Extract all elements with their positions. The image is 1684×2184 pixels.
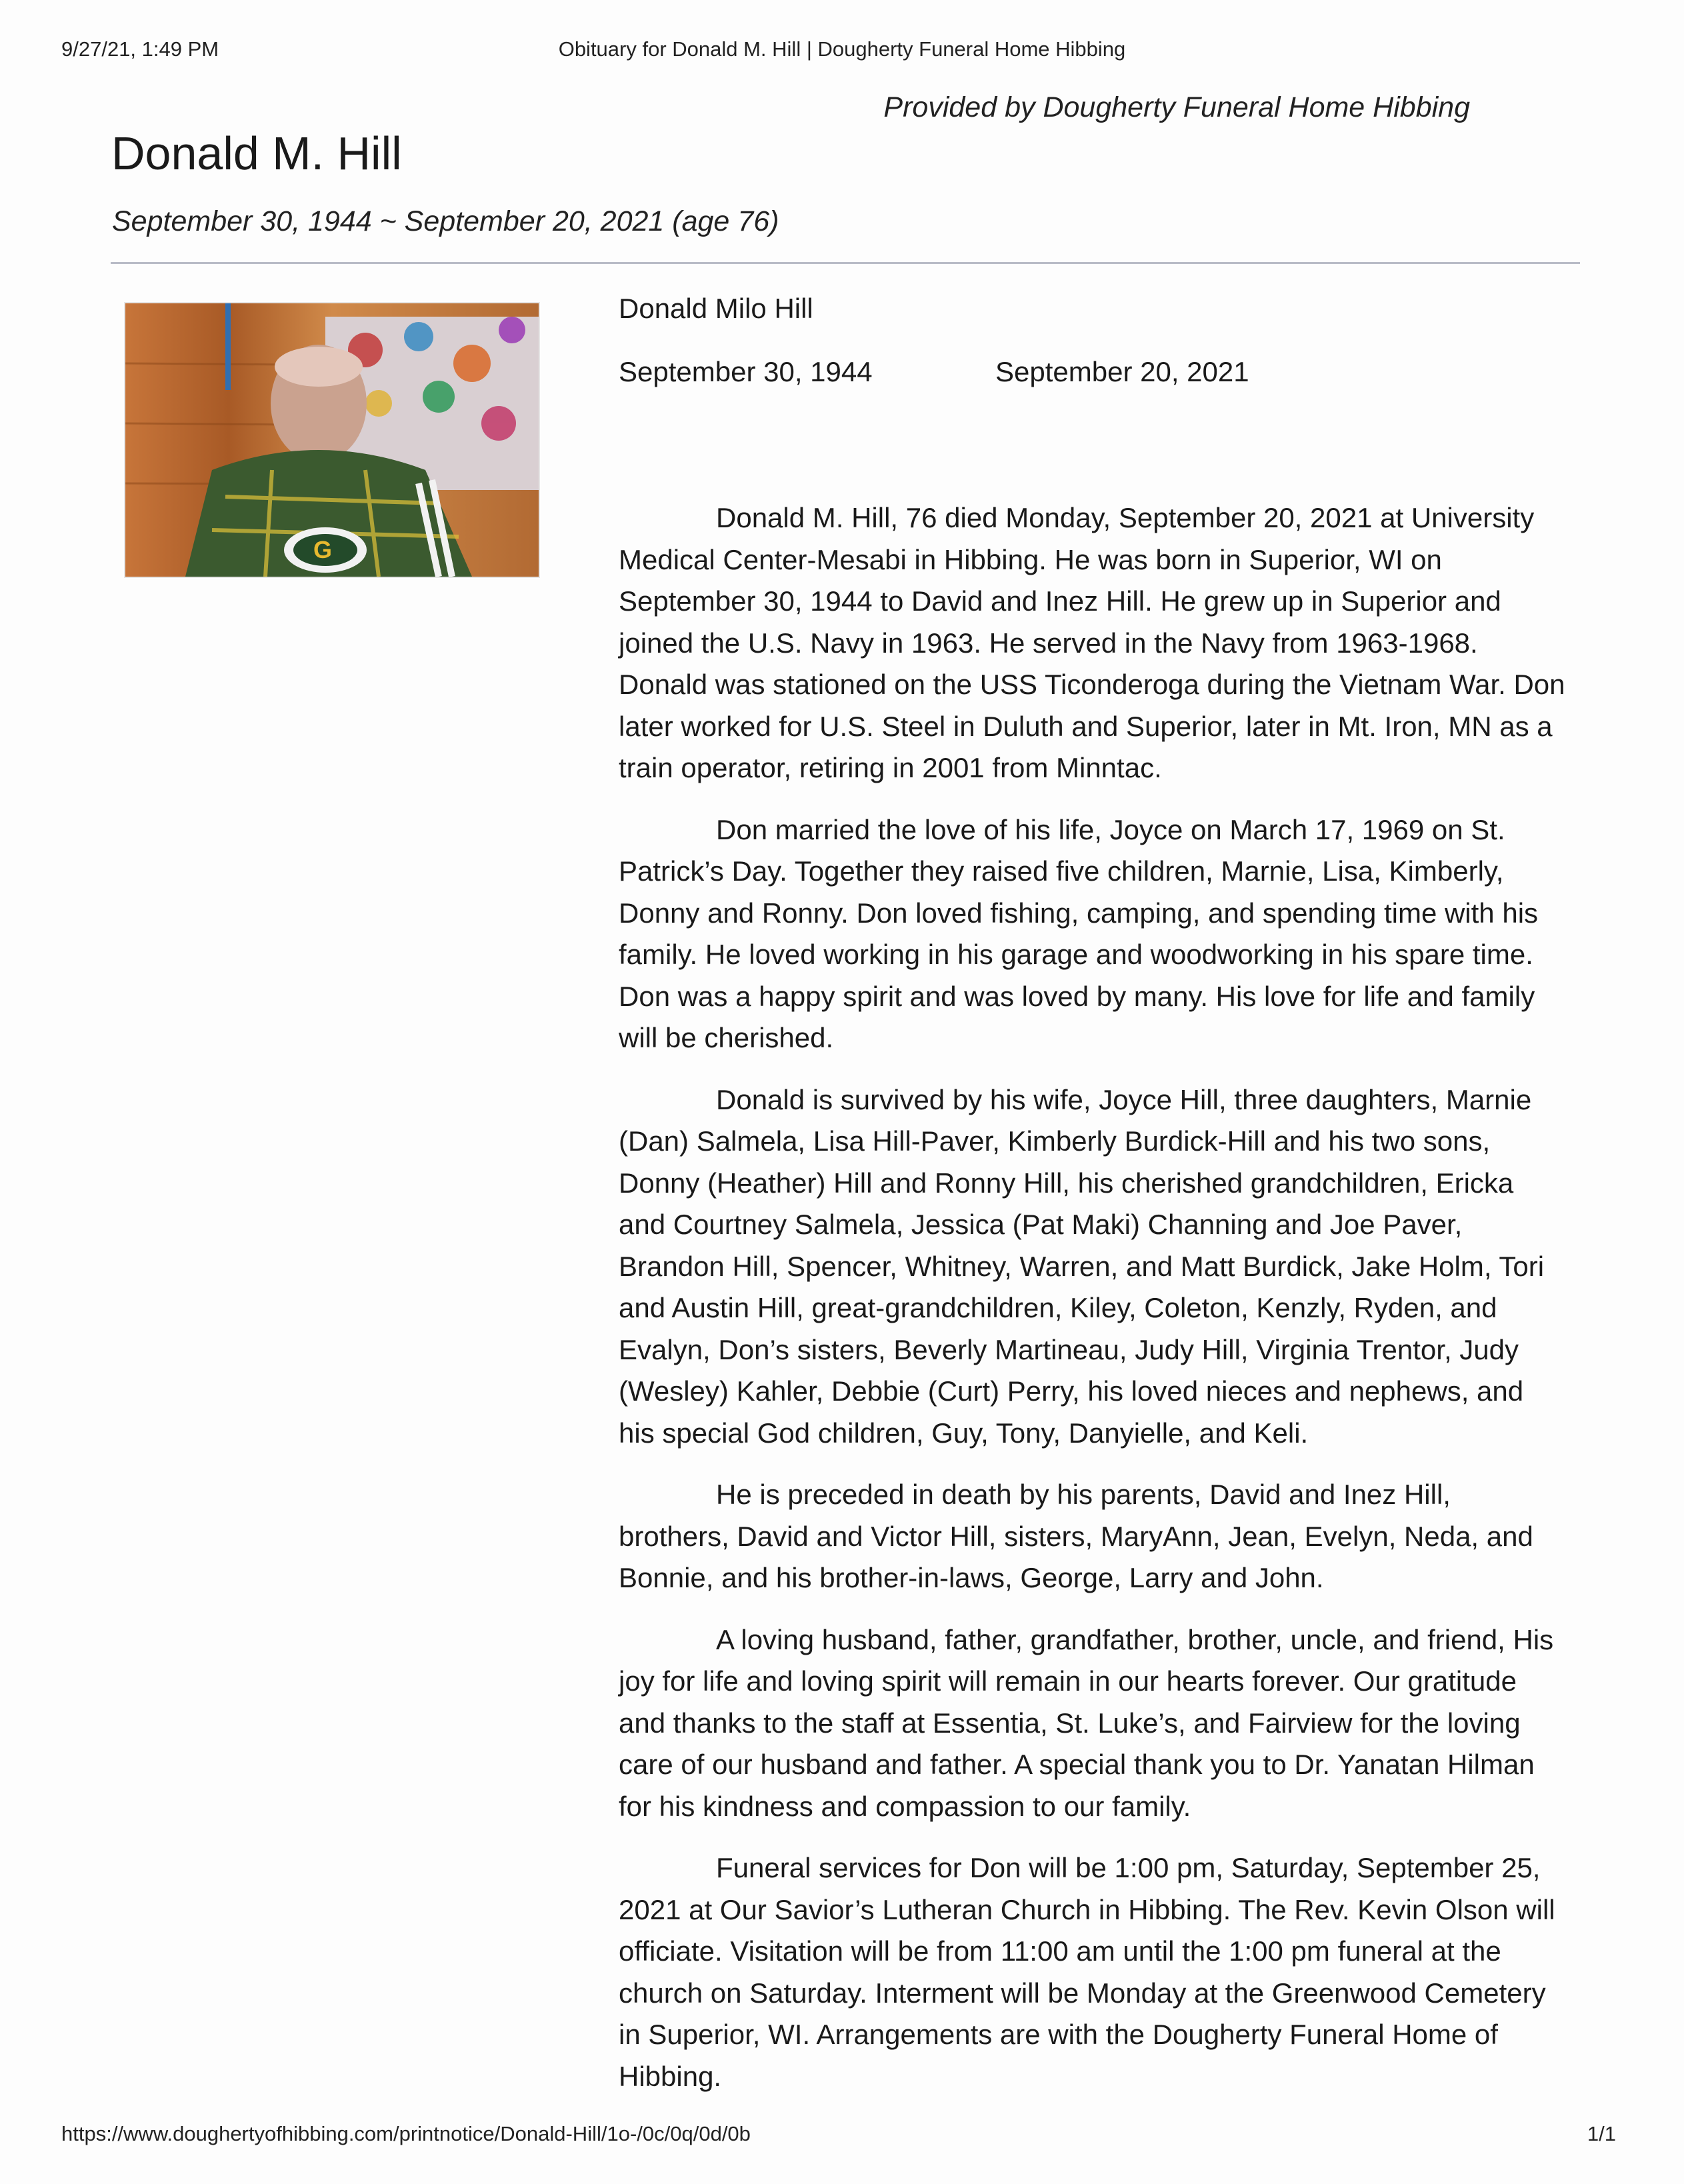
header-divider [111, 262, 1580, 264]
full-name: Donald Milo Hill [619, 293, 813, 324]
death-date: September 20, 2021 [995, 356, 1249, 387]
page-number: 1/1 [1587, 2122, 1616, 2145]
birth-date: September 30, 1944 [619, 356, 873, 387]
provided-by-label: Provided by Dougherty Funeral Home Hibbing [883, 91, 1470, 123]
obituary-paragraph: A loving husband, father, grandfather, brother, uncle, and friend, His joy for life and loving spirit will remain in our hearts forever. Our gratitude and thanks to the staff at Essentia, St. Luke’s, and Fairview for the loving care of our husband and father. A special thank you to Dr. Yanatan Hilman for his kindness and compassion to our family. [619, 1623, 1554, 1822]
deceased-name-heading: Donald M. Hill [111, 127, 402, 179]
obituary-paragraph: Funeral services for Don will be 1:00 pm, Saturday, September 25, 2021 at Our Savior’s Lutheran Church in Hibbing. The Rev. Kevin Olson will officiate. Visitation will be from 11:00 am until the 1:00 pm funeral at the church on Saturday. Interment will be Monday at the Greenwood Cemetery in Superior, WI. Arrangements are with the Dougherty Funeral Home of Hibbing. [619, 1852, 1555, 2092]
print-page-title: Obituary for Donald M. Hill | Dougherty Funeral Home Hibbing [558, 37, 1126, 61]
obituary-content [619, 288, 1565, 2117]
obituary-paragraph: He is preceded in death by his parents, David and Inez Hill, brothers, David and Victor Hill, sisters, MaryAnn, Jean, Evelyn, Neda, and Bonnie, and his brother-in-laws, George, Larry and John. [619, 1479, 1533, 1593]
portrait-photo-image [125, 303, 539, 577]
life-dates: September 30, 1944 ~ September 20, 2021 (age 76) [112, 205, 779, 237]
print-url: https://www.doughertyofhibbing.com/printnotice/Donald-Hill/1o-/0c/0q/0d/0b [61, 2122, 751, 2145]
print-timestamp: 9/27/21, 1:49 PM [61, 37, 219, 61]
obituary-paragraph: Don married the love of his life, Joyce on March 17, 1969 on St. Patrick’s Day. Together they raised five children, Marnie, Lisa, Kimberly, Donny and Ronny. Don loved fishing, camping, and spending time with his family. He loved working in his garage and woodworking in his spare time. Don was a happy spirit and was loved by many. His love for life and family will be cherished. [619, 813, 1539, 1053]
svg-text:G: G [313, 536, 333, 563]
obituary-paragraph: Donald is survived by his wife, Joyce Hill, three daughters, Marnie (Dan) Salmela, Lisa Hill-Paver, Kimberly Burdick-Hill and his two sons, Donny (Heather) Hill and Ronny Hill, his cherished grandchildren, Ericka and Courtney Salmela, Jessica (Pat Maki) Channing and Joe Paver, Brandon Hill, Spencer, Whitney, Warren, and Matt Burdick, Jake Holm, Tori and Austin Hill, great-grandchildren, Kiley, Coleton, Kenzly, Ryden, and Evalyn, Don’s sisters, Beverly Martineau, Judy Hill, Virginia Trentor, Judy (Wesley) Kahler, Debbie (Curt) Perry, his loved nieces and nephews, and his special God children, Guy, Tony, Danyielle, and Keli. [619, 1083, 1545, 1449]
obituary-paragraph: Donald M. Hill, 76 died Monday, September 20, 2021 at University Medical Center-Mesabi in Hibbing. He was born in Superior, WI on September 30, 1944 to David and Inez Hill. He grew up in Superior and joined the U.S. Navy in 1963. He served in the Navy from 1963-1968. Donald was stationed on the USS Ticonderoga during the Vietnam War. Don later worked for U.S. Steel in Duluth and Superior, later in Mt. Iron, MN as a train operator, retiring in 2001 from Minntac. [619, 502, 1565, 783]
portrait-photo [125, 303, 539, 577]
birth-death-dates [619, 351, 1565, 415]
obituary-body [619, 497, 1565, 2097]
